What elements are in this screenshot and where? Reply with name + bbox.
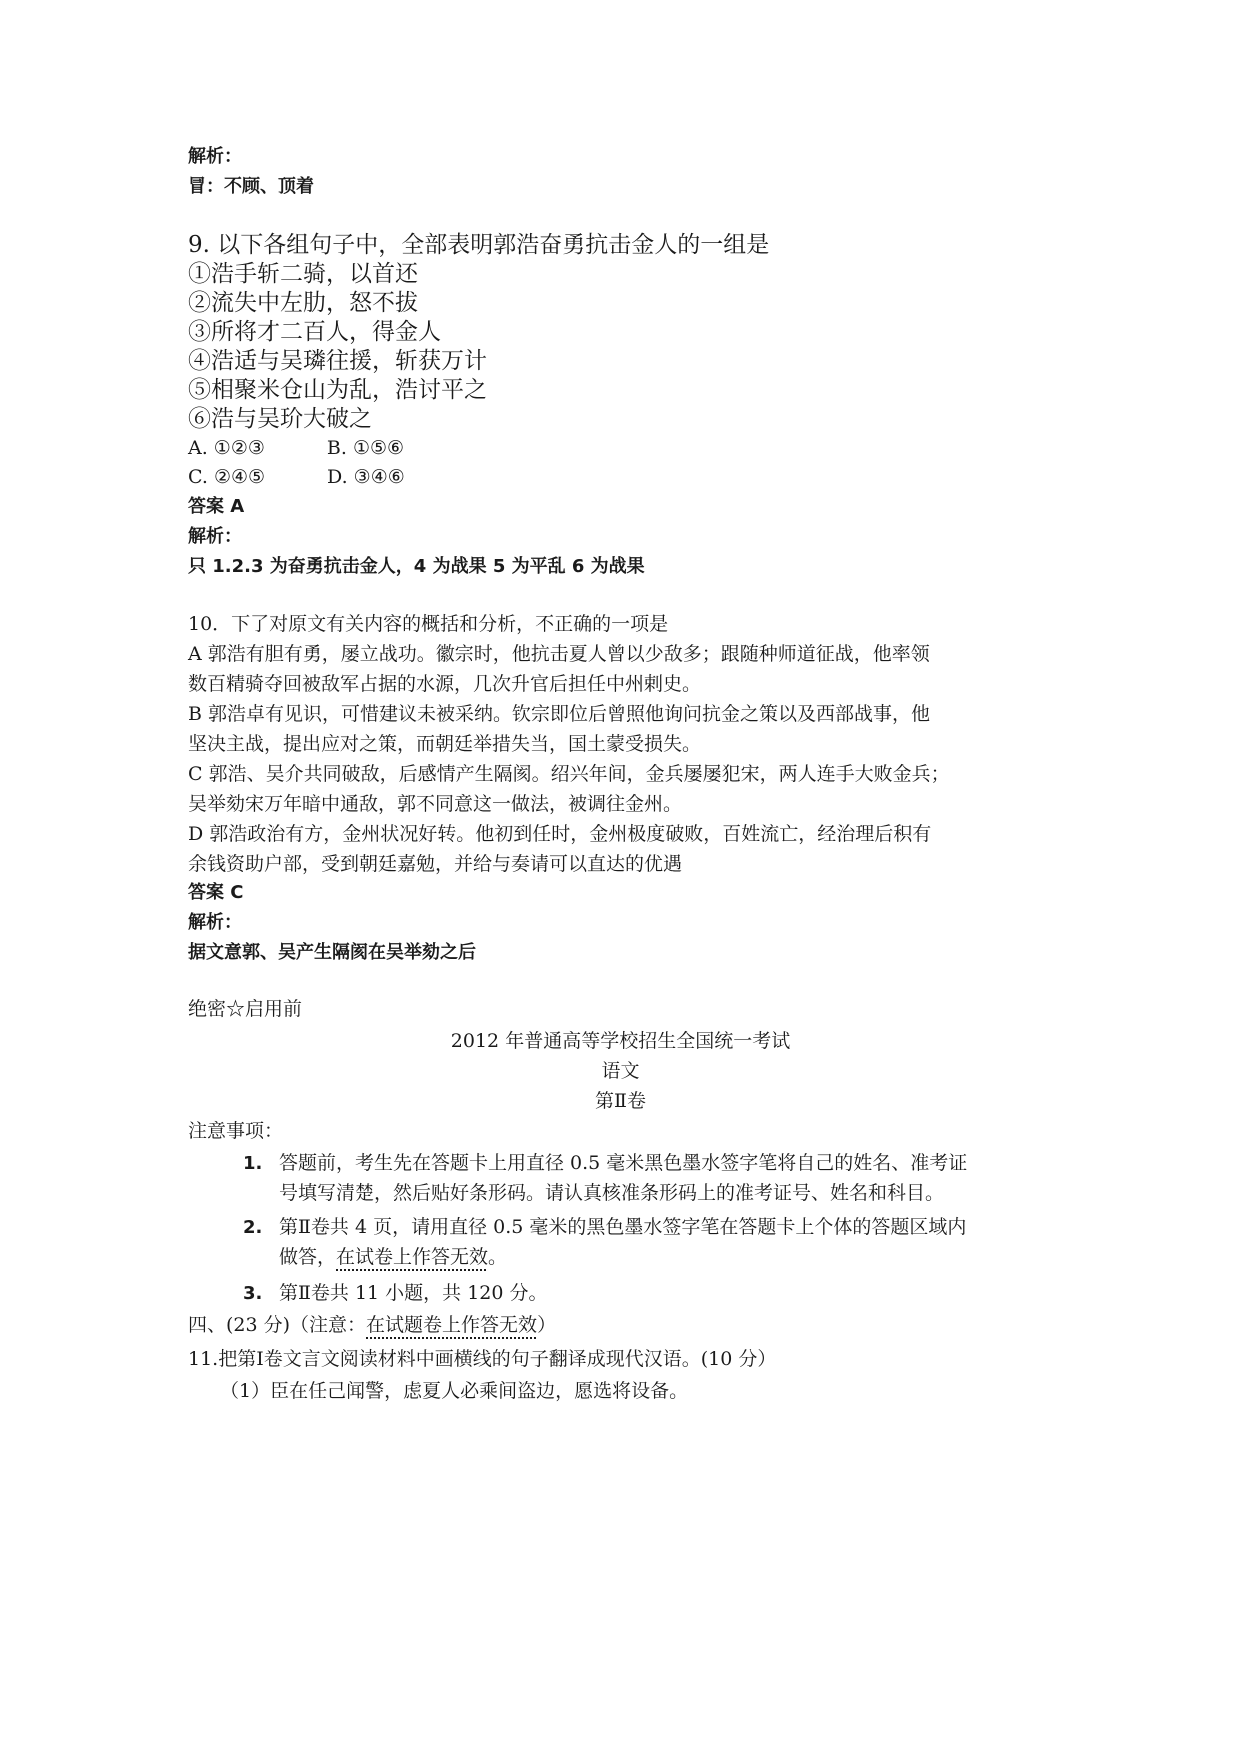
q10-line-7: D 郭浩政治有方，金州状况好转。他初到任时，金州极度破败，百姓流亡，经治理后积有 — [188, 823, 932, 845]
exam-subject: 语文 — [601, 1060, 640, 1082]
q9-analysis-label: 解析： — [188, 526, 242, 547]
q9-item-3: ③所将才二百人，得金人 — [188, 319, 441, 345]
notice-1-number: 1. — [243, 1153, 263, 1174]
secret-label: 绝密☆启用前 — [188, 998, 303, 1020]
q9-options-row-2 — [188, 468, 405, 487]
q10-analysis-text: 据文意郭、吴产生隔阂在吴举劾之后 — [188, 942, 476, 963]
notice-label: 注意事项： — [188, 1120, 284, 1142]
section-4-heading: 四、(23 分)（注意：在试题卷上作答无效） — [188, 1314, 557, 1336]
q9-answer: 答案 A — [188, 496, 245, 517]
q10-line-6: 吴举劾宋万年暗中通敌，郭不同意这一做法，被调往金州。 — [188, 793, 683, 815]
q10-answer: 答案 C — [188, 882, 244, 903]
q9-option-a: A. ①②③ — [188, 437, 265, 459]
q9-item-1: ①浩手斩二骑，以首还 — [188, 261, 418, 287]
exam-volume: 第Ⅱ卷 — [595, 1090, 646, 1112]
q9-option-d: D. ③④⑥ — [327, 466, 405, 488]
q10-stem: 10．下了对原文有关内容的概括和分析，不正确的一项是 — [188, 613, 669, 635]
q10-line-4: 坚决主战，提出应对之策，而朝廷举措失当，国土蒙受损失。 — [188, 733, 702, 755]
notice-2-line-1: 2. 第Ⅱ卷共 4 页，请用直径 0.5 毫米的黑色墨水签字笔在答题卡上个体的答题区域内 — [243, 1216, 967, 1238]
notice-2-line-2: 做答，在试卷上作答无效。 — [279, 1246, 508, 1268]
notice-1-line-2: 号填写清楚，然后贴好条形码。请认真核准条形码上的准考证号、姓名和科目。 — [279, 1182, 945, 1204]
q10-line-3: B 郭浩卓有见识，可惜建议未被采纳。钦宗即位后曾照他询问抗金之策以及西部战事，他 — [188, 703, 931, 725]
q10-line-1: A 郭浩有胆有勇，屡立战功。徽宗时，他抗击夏人曾以少敌多；跟随种师道征战，他率领 — [188, 643, 930, 665]
notice-1-line-1: 1. 答题前，考生先在答题卡上用直径 0.5 毫米黑色墨水签字笔将自己的姓名、准考证 — [243, 1152, 968, 1174]
q8-analysis-label: 解析： — [188, 146, 242, 167]
q11-stem: 11.把第Ⅰ卷文言文阅读材料中画横线的句子翻译成现代汉语。(10 分） — [188, 1348, 777, 1370]
q10-line-2: 数百精骑夺回被敌军占据的水源，几次升官后担任中州剌史。 — [188, 673, 702, 695]
q9-item-2: ②流失中左肋，怒不拔 — [188, 290, 418, 316]
q10-line-5: C 郭浩、吴介共同破敌，后感情产生隔阂。绍兴年间，金兵屡屡犯宋，两人连手大败金兵； — [188, 763, 950, 785]
notice-2-emphasis: 在试卷上作答无效 — [336, 1246, 489, 1268]
q9-analysis-text: 只 1.2.3 为奋勇抗击金人，4 为战果 5 为平乱 6 为战果 — [188, 556, 645, 577]
notice-3-number: 3. — [243, 1283, 263, 1304]
exam-title: 2012 年普通高等学校招生全国统一考试 — [450, 1030, 791, 1052]
q9-item-4: ④浩适与吴璘往援，斩获万计 — [188, 348, 487, 374]
q10-line-8: 余钱资助户部，受到朝廷嘉勉，并给与奏请可以直达的优遇 — [188, 853, 683, 875]
q10-analysis-label: 解析： — [188, 912, 242, 933]
notice-2-number: 2. — [243, 1217, 263, 1238]
q11-part-1: （1）臣在任己闻警，虑夏人必乘间盗边，愿选将设备。 — [220, 1380, 689, 1402]
q9-options-row-1 — [188, 439, 404, 458]
section-4-emphasis: 在试题卷上作答无效 — [366, 1314, 538, 1336]
q9-option-c: C. ②④⑤ — [188, 466, 266, 488]
q9-option-b: B. ①⑤⑥ — [326, 437, 405, 459]
q8-analysis-text: 冒：不顾、顶着 — [188, 176, 314, 197]
notice-3-line-1: 3. 第Ⅱ卷共 11 小题，共 120 分。 — [243, 1282, 548, 1304]
q9-stem: 9. 以下各组句子中，全部表明郭浩奋勇抗击金人的一组是 — [188, 232, 770, 258]
q9-item-5: ⑤相聚米仓山为乱，浩讨平之 — [188, 377, 487, 403]
q9-item-6: ⑥浩与吴玠大破之 — [188, 406, 372, 432]
